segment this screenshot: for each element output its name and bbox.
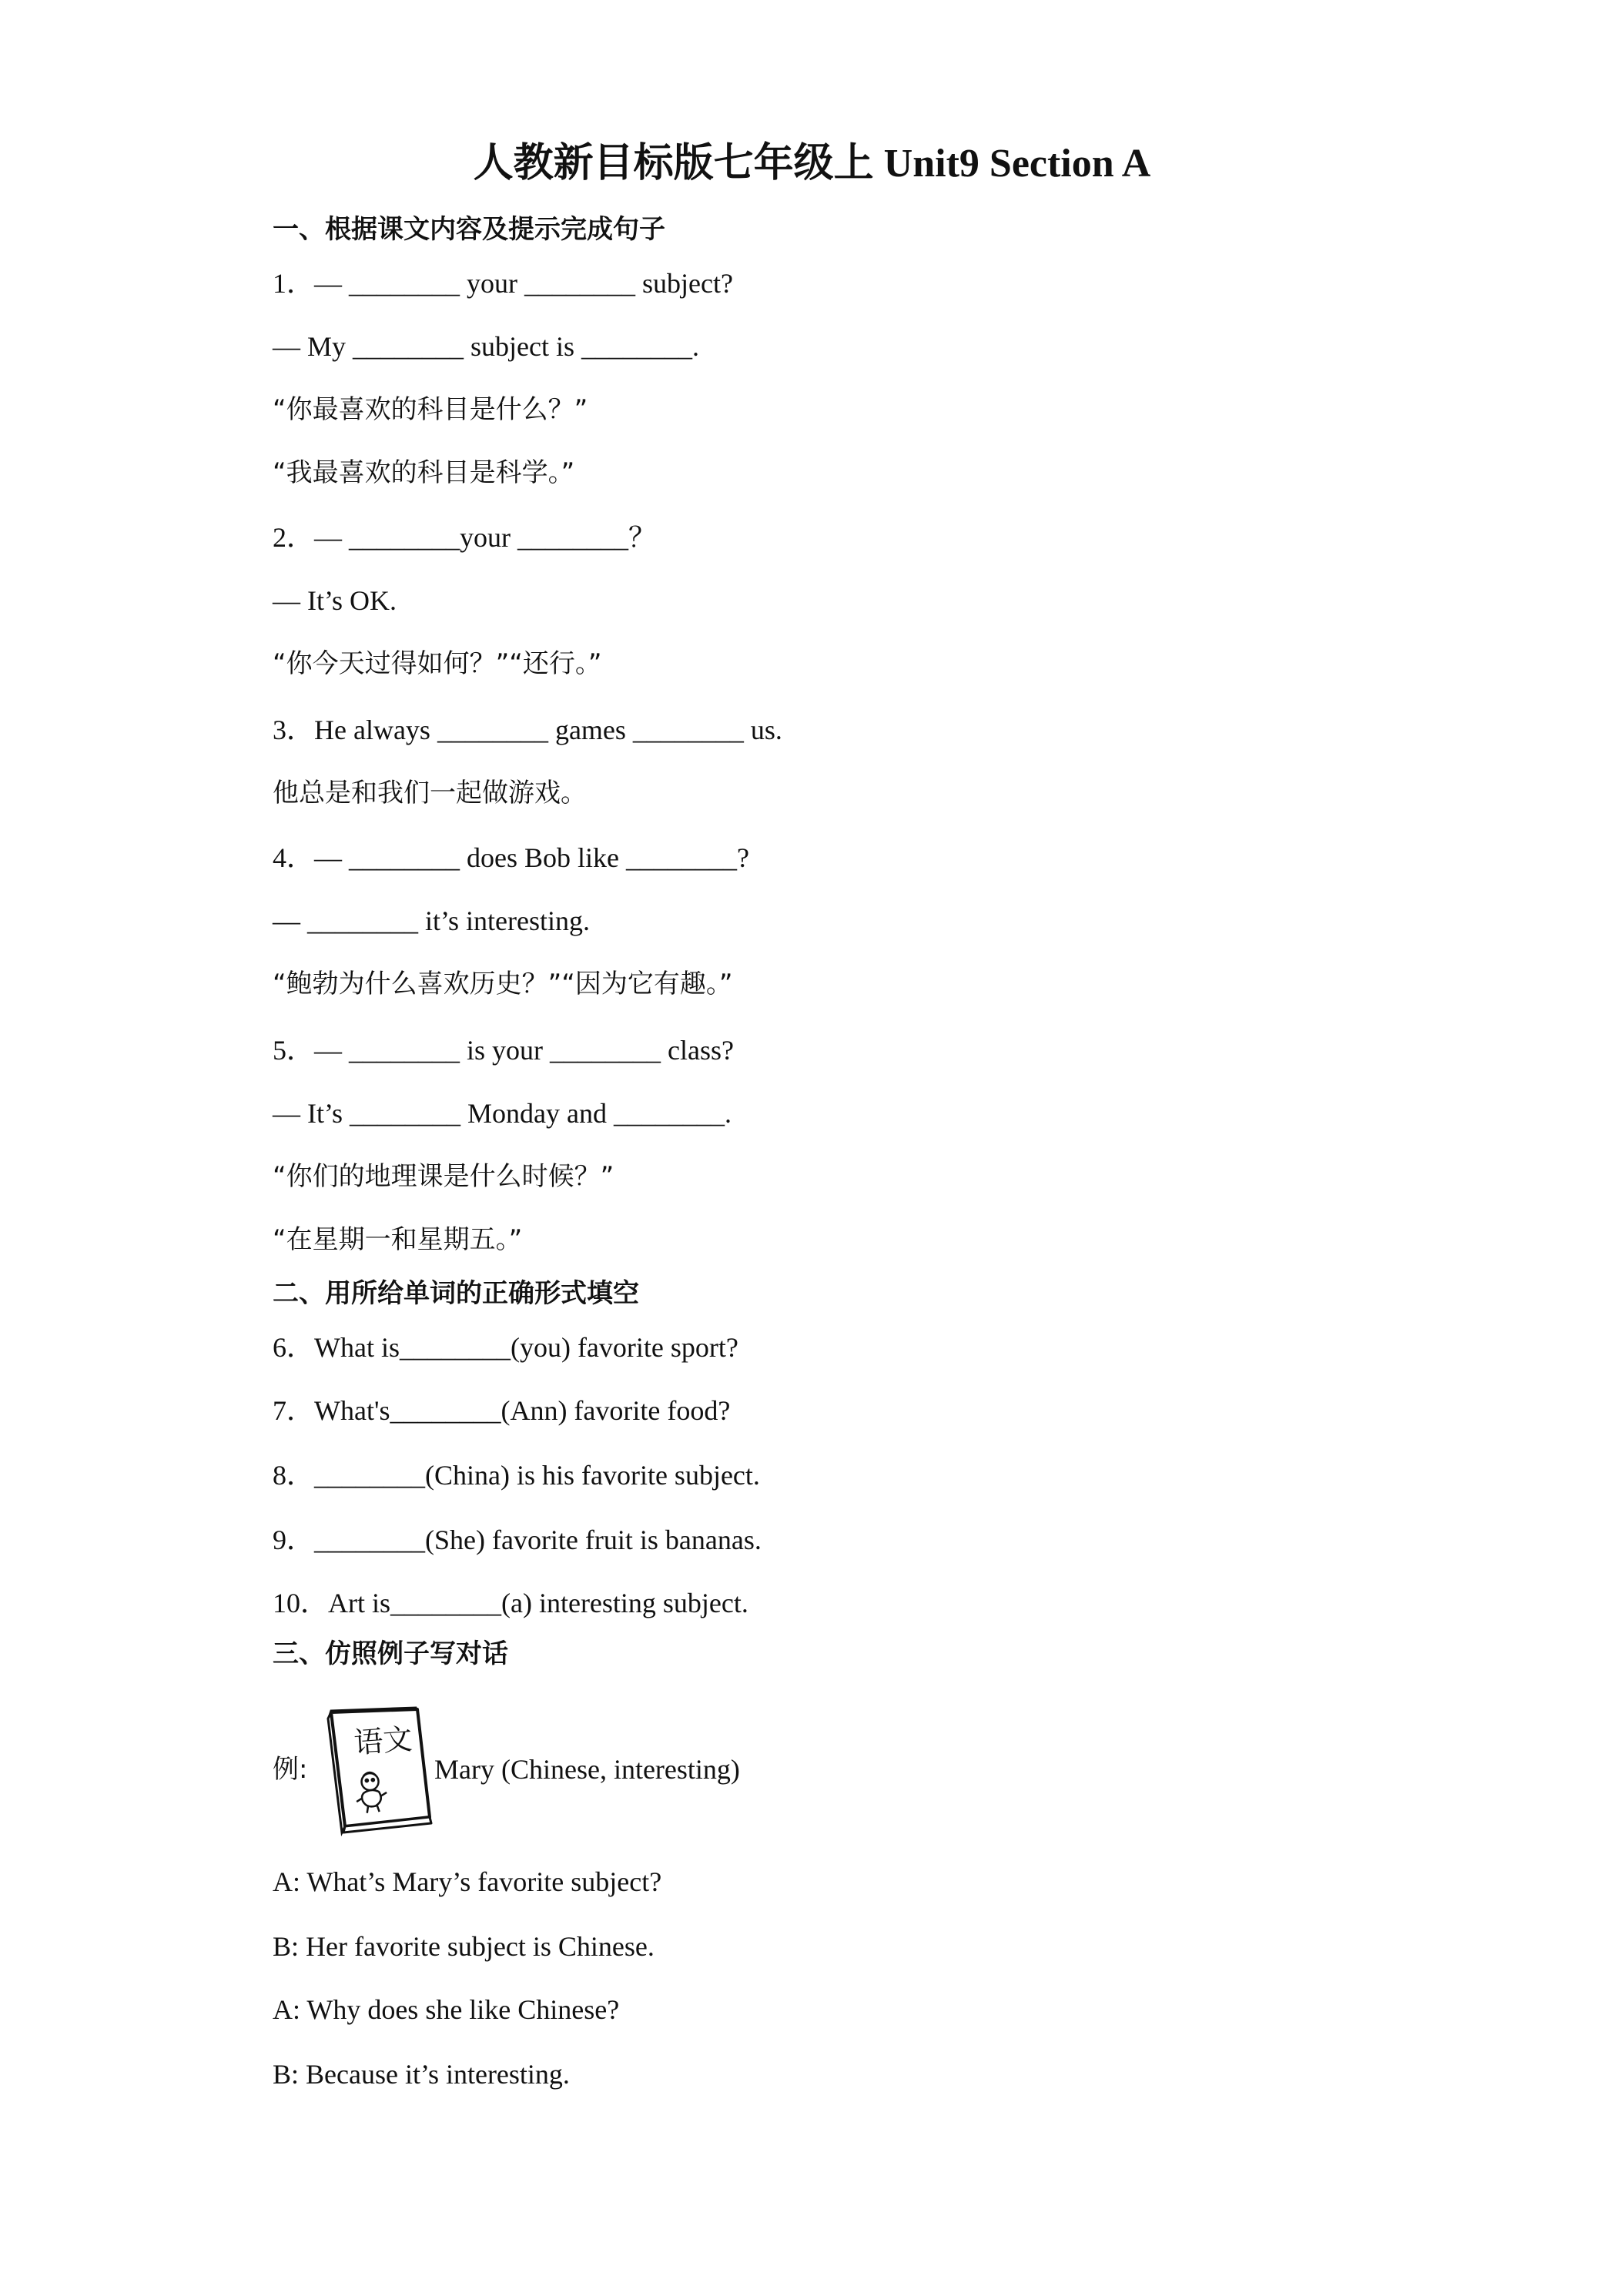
page-title: 人教新目标版七年级上 Unit9 Section A bbox=[473, 142, 1151, 186]
example-dialogue-line-1: A: What’s Mary’s favorite subject? bbox=[273, 1866, 662, 1897]
example-label: 例: bbox=[273, 1754, 308, 1785]
question-4-hint: “鲍勃为什么喜欢历史？”“因为它有趣。” bbox=[273, 969, 733, 999]
question-8-line: 8．________(China) is his favorite subject. bbox=[273, 1460, 760, 1491]
question-4-line: 4．— ________ does Bob like ________? bbox=[273, 842, 749, 873]
question-4-answer-line: — ________ it’s interesting. bbox=[273, 905, 590, 936]
question-1-answer-line: — My ________ subject is ________. bbox=[273, 331, 699, 362]
question-1-hint-1: “你最喜欢的科目是什么？” bbox=[273, 394, 588, 425]
example-dialogue-line-4: B: Because it’s interesting. bbox=[273, 2059, 570, 2090]
section-2-heading: 二、用所给单词的正确形式填空 bbox=[273, 1278, 639, 1309]
question-10-line: 10．Art is________(a) interesting subject. bbox=[273, 1588, 748, 1618]
question-2-hint: “你今天过得如何？”“还行。” bbox=[273, 648, 602, 679]
question-5-hint-1: “你们的地理课是什么时候？” bbox=[273, 1161, 614, 1192]
question-1-line: 1．— ________ your ________ subject? bbox=[273, 268, 733, 299]
example-dialogue-line-2: B: Her favorite subject is Chinese. bbox=[273, 1931, 655, 1962]
question-1-hint-2: “我最喜欢的科目是科学。” bbox=[273, 457, 575, 488]
example-block bbox=[273, 1702, 966, 1840]
question-5-line: 5．— ________ is your ________ class? bbox=[273, 1035, 734, 1066]
question-2-line: 2．— ________your ________？ bbox=[273, 522, 656, 553]
question-5-hint-2: “在星期一和星期五。” bbox=[273, 1224, 523, 1255]
question-7-line: 7．What's________(Ann) favorite food? bbox=[273, 1395, 731, 1426]
question-9-line: 9．________(She) favorite fruit is bananas. bbox=[273, 1525, 762, 1555]
question-5-answer-line: — It’s ________ Monday and ________. bbox=[273, 1098, 732, 1129]
book-cover-title: 语文 bbox=[353, 1722, 414, 1760]
question-3-hint: 他总是和我们一起做游戏。 bbox=[273, 778, 587, 808]
question-2-answer-line: — It’s OK. bbox=[273, 585, 397, 616]
question-6-line: 6．What is________(you) favorite sport? bbox=[273, 1332, 738, 1363]
question-3-line: 3．He always ________ games ________ us. bbox=[273, 715, 782, 745]
section-3-heading: 三、仿照例子写对话 bbox=[273, 1638, 508, 1669]
example-prompt: Mary (Chinese, interesting) bbox=[434, 1754, 740, 1785]
section-1-heading: 一、根据课文内容及提示完成句子 bbox=[273, 214, 665, 245]
example-dialogue-line-3: A: Why does she like Chinese? bbox=[273, 1994, 620, 2025]
